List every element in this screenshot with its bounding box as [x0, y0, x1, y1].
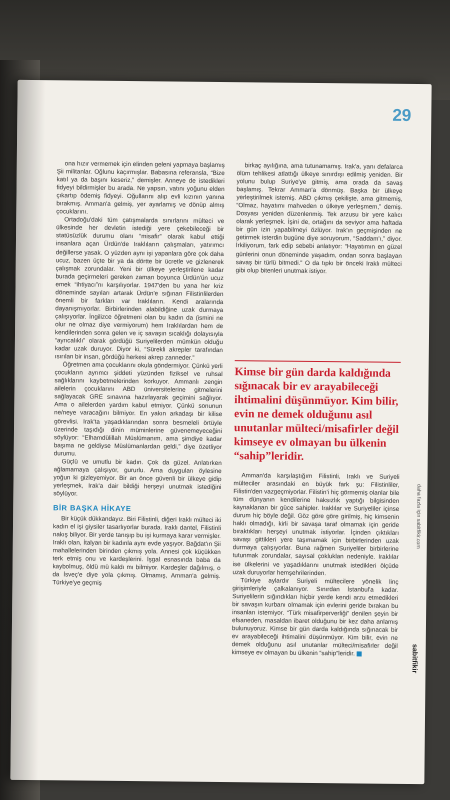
right-column-top [236, 162, 403, 276]
left-paragraph: ona hızır vermemek için elinden geleni yapmaya başlamış Şii militanlar. Oğlunu kaçırmışlar. Babasına referansla, “Bize katıl ya da başını keseriz,” demişler. Anneye de istedikleri fidyeyi bildirmişler bu arada. Ne yapsın, vatını yoğunu elden çıkartıp ödemiş fidyeyi. Oğullarını alıp evli kızının yanına bırakmış. Amman'a gelmiş, yer ayarlamış ve dönüp almış çocuklarını. [56, 160, 225, 216]
page-number: 29 [392, 105, 412, 125]
magazine-page [10, 80, 431, 784]
left-paragraph: Öğretmen ama çocuklarını okula göndermiyor. Çünkü yerli çocukların ayrımcı şiddeti yüzünden fiziksel ve ruhsal sağlıklarını kaybetmelerinden korkuyor. Ammanlı zengin ailelerin çocuklarını ABD üniversitelerine gitmelerini sağlayacak GRE sınavına hazırlayarak geçimini sağlıyor. Ama o ailelerden yardım kabul etmiyor. Çünkü sonunun ne/neye varacağını bilmiyor. En yakın arkadaşı bir kilise görevlisi. Irak'ta yaşadıklarından sonra besmeleli örtüyle üzerinde taşıdığı dinin müminlerine güvenemeyeceğini söylüyor: “Elhamdülillah Müslümanım, ama şimdiye kadar başıma ne geldiyse Müslümanlardan geldi,” diye özetliyor durumu. [53, 361, 223, 458]
article-end-mark [357, 651, 362, 656]
page-gutter-shadow [10, 80, 45, 780]
right-paragraph [232, 577, 399, 659]
right-paragraph-text: Türkiye aylardır Suriyeli mültecilere yönelik linç girişimleriyle çalkalanıyor. Sınırdan İstanbul'a kadar. Suriyelilerin sığındıkları hiçbir yerde kendi arzu etmedikleri bir savaşın kurbanı olmamak için evlerini geride bırakan bu insanları istemiyor. “Türk misafirperverliği” denilen şeyin bir efsaneden, masaldan ibaret olduğunu bir kez daha anlamış bulunuyoruz. Kimse bir gün darda kaldığında sığınacak bir ev arayabileceği ihtimalini düşünmüyor. Kim bilir, evin ne demek olduğunu asıl unutanlar mülteci/misafirler değil kimseye ev olmayan bu ülkenin “sahip”leridir. [231, 576, 399, 658]
left-paragraph: Güçlü ve umutlu bir kadın. Çok da güzel. Anlatırken ağlamamaya çalışıyor, gururlu. Ama duyguları öylesine yoğun ki gizleyemiyor. Bir an önce güvenli bir ülkeye gidip yerleşmek, Irak'a dair bildiği herşeyi unutmak istediğini söylüyor. [53, 458, 222, 498]
section-subhead: BİR BAŞKA HİKAYE [53, 503, 132, 514]
left-paragraph: Bir küçük dükkandayız. Biri Filistinli, diğeri Iraklı mülteci iki kadın el işi giysiler tasarlıyorlar burada. Iraklı dantel, Filistinli nakış biliyor. Bir yerde tanışıp bu işi kurmaya karar vermişler. Iraklı olan, İtalyan bir kadınla aynı evde yaşıyor. Bağdat'ın Şii mahallelerinden birinden çıkmış yola. Annesi çok küçükken terk etmiş onu ve kardeşlerini. İşgal esnasında baba da kaybolmuş, öldü mü kaldı mı bilmiyor. Kardeşler dağılmış, o da İsveç'e diye yola çıkmış. Olmamış, Amman'a gelmiş. Türkiye'ye geçmiş [52, 515, 222, 588]
left-paragraph: Ortadoğu'daki tüm çatışmalarda sınırlarını mülteci ve ülkesinde her devletin istediği yere çekebileceği bir statüsüzlük durumu olanı “misafir” olarak kabul ettiği insanlara açan Ürdün'de Iraklıların çalışmaları, yatırımcı değillerse yasak. O yüzden aynı işi yapanlara göre çok daha ucuz, bazen üçte bir ya da dörtte bir ücretle ve gizlenerek çalışmak zorundalar. Yeni bir ülkeye yerleştirilene kadar burada geçirmeleri gereken zaman boyunca Ürdün'ün ucuz emek “ihtiyacı”nı karşılıyorlar. 1947'den bu yana her kriz döneminde sayıları artarak Ürdün'e sığınan Filistinlilerden önemli bir farkları var Iraklıların. Kendi aralarında dayanışmıyorlar. Birbirlerinden alabildiğine uzak durmaya çalışıyorlar. İngilizce öğretmeni olan bu kadın da (ismini ne olur ne olmaz diye vermiyorum) hem Iraklılardan hem de kendilerinden sonra gelen ve iç savaşın sıcaklığı dolayısıyla “ayrıcalıklı” olarak gördüğü Suriyelilerden mümkün olduğu kadar uzak duruyor. Diyor ki, “Sürekli akrepler tarafından ısırılan bir insan, gördüğü herkesi akrep zanneder.” [54, 216, 225, 362]
magazine-logo: sabitfikir [410, 643, 418, 674]
left-column [52, 160, 224, 589]
right-column-bottom [232, 472, 400, 659]
right-paragraph: Amman'da karşılaştığım Filistinli, Iraklı ve Suriyeli mülteciler arasındaki en büyük fark şu: Filistinliler, Filistin'den vazgeçmiyorlar. Filistin'i hiç görmemiş olanlar bile tüm dünyanın kendilerine haksızlık yaptığı bilgisinden kaynaklanan bir güce sahipler. Iraklılar ve Suriyeliler içinse durum hiç böyle değil. Göz göre göre girilmiş, hiç kimsenin haklı olmadığı, kirli bir savaşa taraf olmamak için geride bıraktıkları herşeyi unutmak istiyorlar. İçinden çıktıkları savaşı gittikleri yere taşımamak için birbirlerinden uzak durmaya çalışıyorlar. Buna rağmen Suriyeliler birbirlerine tutunmak zorundalar, sayısal çokluklan nedeniyle. Iraklılar ise ülkelerini ve yaşadıklarını unutmak istedikleri ölçüde uzak duruyorlar hemşehrilerinden. [232, 472, 400, 577]
right-paragraph: birkaç ayılığına, ama tutunamamış. Irak'a, yanı defalarca ölüm tehlikesi atlattığı ülkeye sınırdışı edilmiş yeniden. Bir yolunu bulup Suriye'ye gitmiş, ama orada da savaş başlamış. Tekrar Amman'a dönmüş. Başka bir ülkeye yerleştirilmek istemiş. ABD çıkmış çekilişte, ama gitmemiş, “Olmaz, hayatımı mahveden o ülkeye yerleşmem,” demiş. Dosyası yeniden düzenlenmiş. Tek arzusu bir yere kalıcı olarak yerleşmek. İşini de, ortağını da seviyor ama haftada bir gün izin yapabilmeyi özlüyor. Irak'ın geçmişinden ne getirmek isterdin bugüne diye soruyorum, “Saddam'ı,” diyor. İrkiliyorum, fark edip sebebi anlatıyor: “Hayatımın en güzel günlerini onun döneminde yaşadım, ondan sonra başlayan savaş bir türlü bitmedi.” O da tıpkı bir önceki Iraklı mülteci gibi olup bitenleri unutmak istiyor. [235, 162, 403, 275]
side-credit: daha fazla için sabitfikir.com [414, 484, 422, 549]
pull-quote: Kimse bir gün darda kaldığında sığınacak bir ev arayabileceği ihtimalini düşünmüyor. Kim bilir, evin ne demek olduğunu asıl unutanlar mülteci/misafirler değil kimseye ev olmayan bu ülkenin “sahip”leridir. [234, 360, 401, 465]
